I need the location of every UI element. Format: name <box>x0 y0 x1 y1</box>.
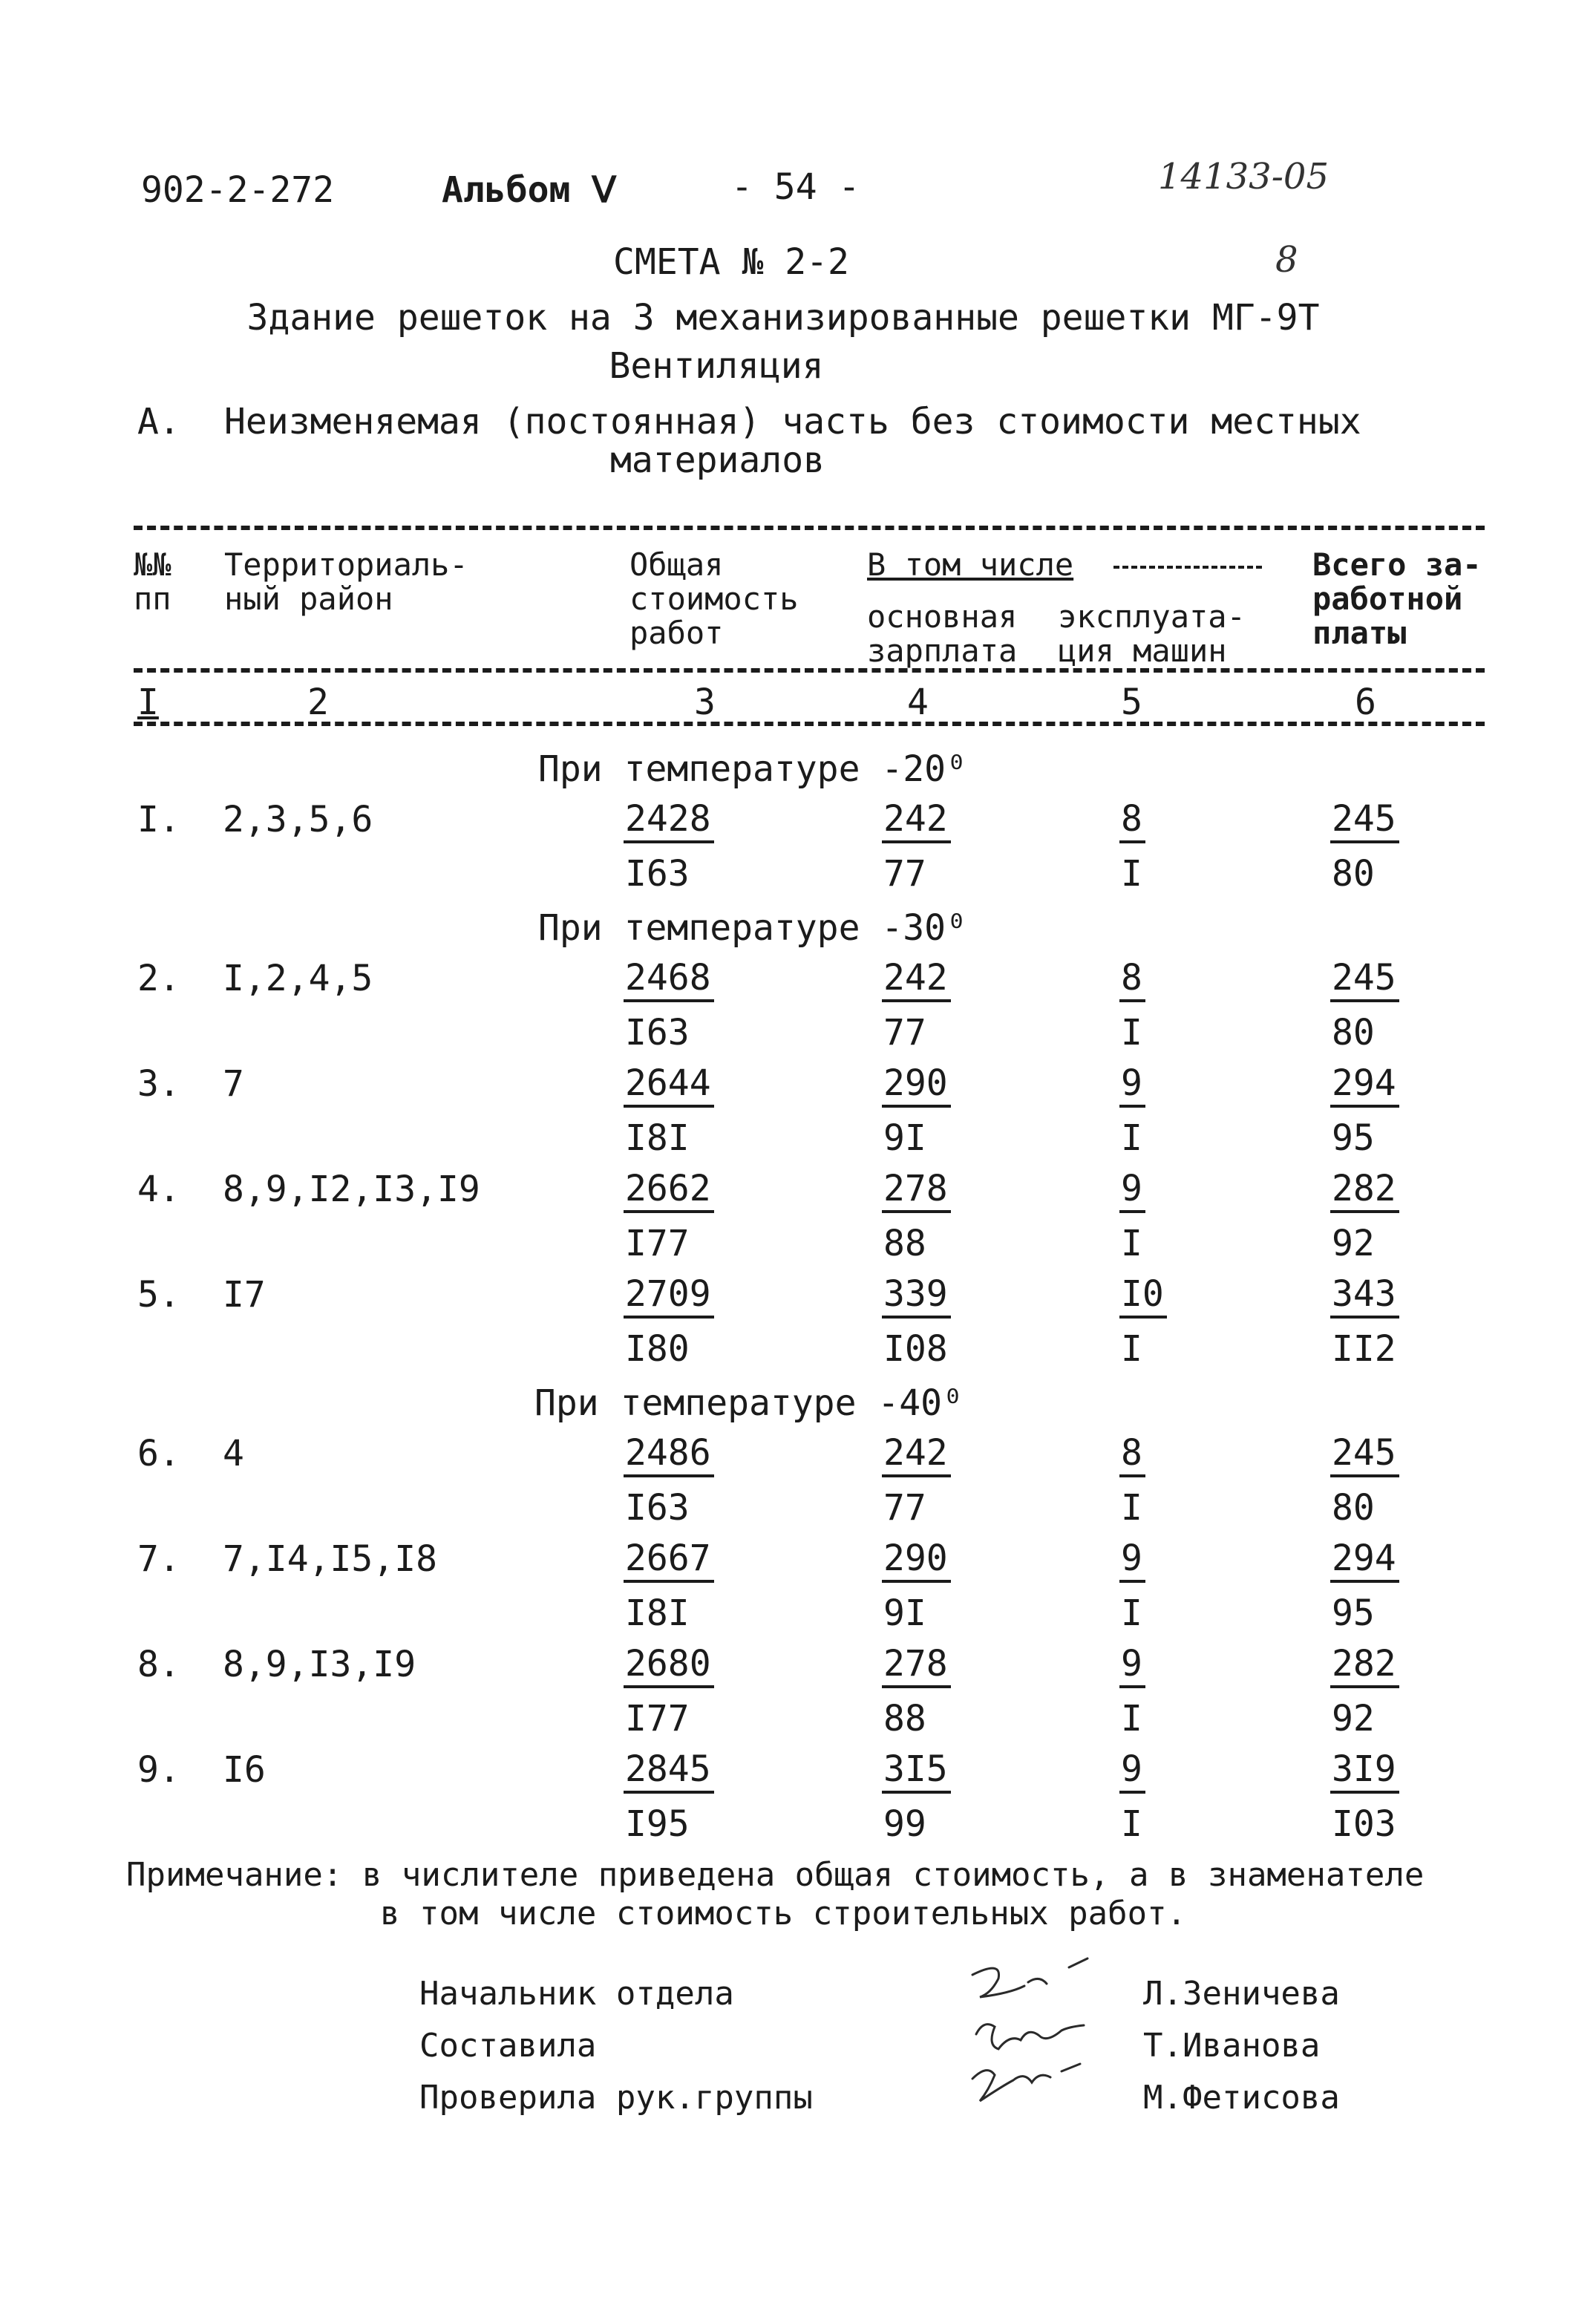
cell-salary <box>882 1063 993 1158</box>
col-index-1: I <box>137 682 159 723</box>
header-col-number-line1: №№ <box>134 546 171 583</box>
cell-machines <box>1119 1644 1231 1739</box>
cell-total-num: 2468 <box>624 958 714 1002</box>
cell-machines-num: 9 <box>1119 1063 1145 1108</box>
cell-wages <box>1330 1274 1442 1369</box>
cell-total-den: I77 <box>625 1223 690 1264</box>
cell-total-num: 2644 <box>624 1063 714 1108</box>
header-col-region-line2: ный район <box>224 581 393 617</box>
cell-machines <box>1119 1063 1231 1158</box>
signature-name-checked: М.Фетисова <box>1143 2079 1340 2117</box>
smeta-title: СМЕТА № 2-2 <box>613 241 849 283</box>
signature-role-head: Начальник отдела <box>419 1975 734 2013</box>
album-label: Альбом Ⅴ <box>442 169 617 211</box>
header-col-wages-line1: Всего за- <box>1312 546 1482 583</box>
row-region: I7 <box>223 1274 266 1316</box>
cell-salary-num: 242 <box>882 799 951 843</box>
cell-salary <box>882 799 993 894</box>
cell-salary <box>882 1749 993 1844</box>
cell-total-num: 2845 <box>624 1749 714 1794</box>
header-col-machines-line2: ция машин <box>1058 633 1227 669</box>
cell-wages-den: 92 <box>1332 1223 1375 1264</box>
cell-wages <box>1330 1749 1442 1844</box>
group-label-minus30: При температуре -30⁰ <box>538 907 967 949</box>
row-region: 7 <box>223 1063 244 1105</box>
note-line2: в том числе стоимость строительных работ. <box>380 1895 1187 1932</box>
row-number: I. <box>137 799 180 840</box>
cell-machines-den: I <box>1121 1012 1142 1053</box>
row-number: 3. <box>137 1063 180 1105</box>
cell-wages-den: 95 <box>1332 1117 1375 1159</box>
cell-salary-den: 9I <box>883 1117 926 1159</box>
part-letter: А. <box>137 401 180 442</box>
cell-machines <box>1119 1433 1231 1528</box>
building-title: Здание решеток на 3 механизированные решетки МГ-9Т <box>246 297 1320 339</box>
cell-salary-den: I08 <box>883 1328 948 1370</box>
cell-wages-den: I03 <box>1332 1803 1396 1845</box>
cell-machines-den: I <box>1121 1803 1142 1845</box>
row-number: 6. <box>137 1433 180 1474</box>
header-bottom-rule <box>134 668 1485 673</box>
cell-salary-num: 278 <box>882 1169 951 1213</box>
handwritten-number: 8 <box>1275 239 1298 281</box>
header-col-total <box>629 548 799 650</box>
cell-machines-num: 9 <box>1119 1538 1145 1583</box>
cell-machines-num: 9 <box>1119 1749 1145 1794</box>
cell-salary-den: 77 <box>883 853 926 895</box>
cell-wages <box>1330 799 1442 894</box>
cell-wages <box>1330 1169 1442 1264</box>
cell-wages-num: 282 <box>1330 1169 1399 1213</box>
cell-salary-num: 290 <box>882 1538 951 1583</box>
cell-machines <box>1119 1749 1231 1844</box>
cell-total-num: 2662 <box>624 1169 714 1213</box>
index-bottom-rule <box>134 722 1485 726</box>
header-col-salary-line1: основная <box>867 598 1018 635</box>
header-col-total-line3: работ <box>629 615 724 651</box>
cell-salary-den: 99 <box>883 1803 926 1845</box>
row-region: 4 <box>223 1433 244 1474</box>
cell-salary-den: 88 <box>883 1698 926 1739</box>
group-label-minus40: При температуре -40⁰ <box>534 1382 964 1424</box>
signature-name-head: Л.Зеничева <box>1143 1975 1340 2013</box>
document-code: 902-2-272 <box>141 169 335 211</box>
row-number: 5. <box>137 1274 180 1316</box>
row-number: 9. <box>137 1749 180 1791</box>
header-col-salary-line2: зарплата <box>867 633 1018 669</box>
cell-total-den: I80 <box>625 1328 690 1370</box>
header-col-wages <box>1312 548 1482 650</box>
cell-total-num: 2486 <box>624 1433 714 1477</box>
cell-total <box>624 1063 735 1158</box>
group-label-minus20: При температуре -20⁰ <box>538 748 967 790</box>
cell-total-den: I77 <box>625 1698 690 1739</box>
cell-total-den: I63 <box>625 853 690 895</box>
row-region: 8,9,I3,I9 <box>223 1644 416 1685</box>
cell-machines-num: 9 <box>1119 1169 1145 1213</box>
cell-machines-num: 8 <box>1119 799 1145 843</box>
cell-machines-den: I <box>1121 1487 1142 1529</box>
header-col-number-line2: пп <box>134 581 171 617</box>
header-col-number <box>134 548 171 616</box>
header-col-wages-line3: платы <box>1312 615 1407 651</box>
cell-machines-num: 8 <box>1119 958 1145 1002</box>
row-region: 2,3,5,6 <box>223 799 373 840</box>
col-index-4: 4 <box>907 682 929 723</box>
cell-wages <box>1330 1644 1442 1739</box>
cell-wages-den: 80 <box>1332 853 1375 895</box>
part-title-line2: материалов <box>610 440 825 481</box>
cell-total-den: I8I <box>625 1117 690 1159</box>
cell-salary-num: 242 <box>882 1433 951 1477</box>
cell-total-num: 2709 <box>624 1274 714 1319</box>
cell-total <box>624 1644 735 1739</box>
row-number: 8. <box>137 1644 180 1685</box>
cell-wages-den: 92 <box>1332 1698 1375 1739</box>
cell-total <box>624 1274 735 1369</box>
cell-total <box>624 1749 735 1844</box>
cell-machines <box>1119 958 1231 1053</box>
cell-machines <box>1119 1274 1231 1369</box>
col-index-3: 3 <box>694 682 716 723</box>
handwritten-signatures-icon <box>958 1953 1151 2146</box>
cell-machines <box>1119 1538 1231 1633</box>
header-including-rule <box>1113 566 1262 569</box>
cell-wages-num: 245 <box>1330 1433 1399 1477</box>
row-number: 7. <box>137 1538 180 1580</box>
cell-salary-num: 242 <box>882 958 951 1002</box>
cell-salary <box>882 1538 993 1633</box>
cell-salary-den: 77 <box>883 1487 926 1529</box>
cell-machines-den: I <box>1121 1117 1142 1159</box>
cell-machines-den: I <box>1121 853 1142 895</box>
cell-wages-num: 3I9 <box>1330 1749 1399 1794</box>
cell-machines-num: I0 <box>1119 1274 1167 1319</box>
cell-total <box>624 958 735 1053</box>
col-index-6: 6 <box>1355 682 1376 723</box>
cell-salary-num: 3I5 <box>882 1749 951 1794</box>
header-col-total-line2: стоимость <box>629 581 799 617</box>
cell-total <box>624 1433 735 1528</box>
cell-total-den: I8I <box>625 1592 690 1634</box>
cell-salary-num: 290 <box>882 1063 951 1108</box>
cell-wages-den: II2 <box>1332 1328 1396 1370</box>
cell-total-den: I95 <box>625 1803 690 1845</box>
header-col-region <box>224 548 468 616</box>
cell-machines-den: I <box>1121 1592 1142 1634</box>
cell-machines-den: I <box>1121 1328 1142 1370</box>
row-region: I,2,4,5 <box>223 958 373 999</box>
signature-role-checked: Проверила рук.группы <box>419 2079 813 2117</box>
cell-wages <box>1330 1433 1442 1528</box>
handwritten-code: 14133-05 <box>1158 156 1329 197</box>
col-index-2: 2 <box>307 682 329 723</box>
cell-machines <box>1119 799 1231 894</box>
cell-total-num: 2667 <box>624 1538 714 1583</box>
cell-wages-num: 245 <box>1330 799 1399 843</box>
cell-salary-den: 9I <box>883 1592 926 1634</box>
cell-wages-den: 95 <box>1332 1592 1375 1634</box>
cell-salary-num: 339 <box>882 1274 951 1319</box>
cell-salary <box>882 1274 993 1369</box>
part-title-line1: Неизменяемая (постоянная) часть без стоимости местных <box>224 401 1361 442</box>
cell-total <box>624 1538 735 1633</box>
cell-total-num: 2680 <box>624 1644 714 1688</box>
cell-wages-den: 80 <box>1332 1012 1375 1053</box>
cell-wages-num: 282 <box>1330 1644 1399 1688</box>
note-line1: Примечание: в числителе приведена общая стоимость, а в знаменателе <box>126 1856 1425 1894</box>
cell-salary-den: 77 <box>883 1012 926 1053</box>
header-including: В том числе <box>867 546 1074 583</box>
cell-salary <box>882 958 993 1053</box>
cell-wages-num: 294 <box>1330 1063 1399 1108</box>
cell-machines <box>1119 1169 1231 1264</box>
cell-wages-num: 245 <box>1330 958 1399 1002</box>
cell-salary-den: 88 <box>883 1223 926 1264</box>
cell-machines-num: 9 <box>1119 1644 1145 1688</box>
row-region: 8,9,I2,I3,I9 <box>223 1169 480 1210</box>
header-col-machines-line1: эксплуата- <box>1058 598 1246 635</box>
cell-salary-num: 278 <box>882 1644 951 1688</box>
cell-total <box>624 799 735 894</box>
signature-role-compiled: Составила <box>419 2027 597 2065</box>
table-top-rule <box>134 526 1485 530</box>
cell-wages <box>1330 958 1442 1053</box>
header-col-total-line1: Общая <box>629 546 724 583</box>
cell-salary <box>882 1169 993 1264</box>
cell-salary <box>882 1433 993 1528</box>
cell-wages <box>1330 1538 1442 1633</box>
cell-machines-num: 8 <box>1119 1433 1145 1477</box>
cell-machines-den: I <box>1121 1223 1142 1264</box>
row-region: 7,I4,I5,I8 <box>223 1538 437 1580</box>
col-index-5: 5 <box>1121 682 1142 723</box>
cell-wages <box>1330 1063 1442 1158</box>
row-number: 2. <box>137 958 180 999</box>
page-number: - 54 - <box>731 166 860 208</box>
cell-total-den: I63 <box>625 1012 690 1053</box>
signature-name-compiled: Т.Иванова <box>1143 2027 1321 2065</box>
cell-salary <box>882 1644 993 1739</box>
cell-total-den: I63 <box>625 1487 690 1529</box>
header-col-machines <box>1058 600 1246 668</box>
header-col-region-line1: Территориаль- <box>224 546 468 583</box>
cell-total-num: 2428 <box>624 799 714 843</box>
section-title: Вентиляция <box>609 345 824 387</box>
header-col-wages-line2: работной <box>1312 581 1463 617</box>
cell-wages-num: 294 <box>1330 1538 1399 1583</box>
header-col-salary <box>867 600 1017 668</box>
row-region: I6 <box>223 1749 266 1791</box>
cell-wages-den: 80 <box>1332 1487 1375 1529</box>
cell-machines-den: I <box>1121 1698 1142 1739</box>
cell-total <box>624 1169 735 1264</box>
cell-wages-num: 343 <box>1330 1274 1399 1319</box>
row-number: 4. <box>137 1169 180 1210</box>
